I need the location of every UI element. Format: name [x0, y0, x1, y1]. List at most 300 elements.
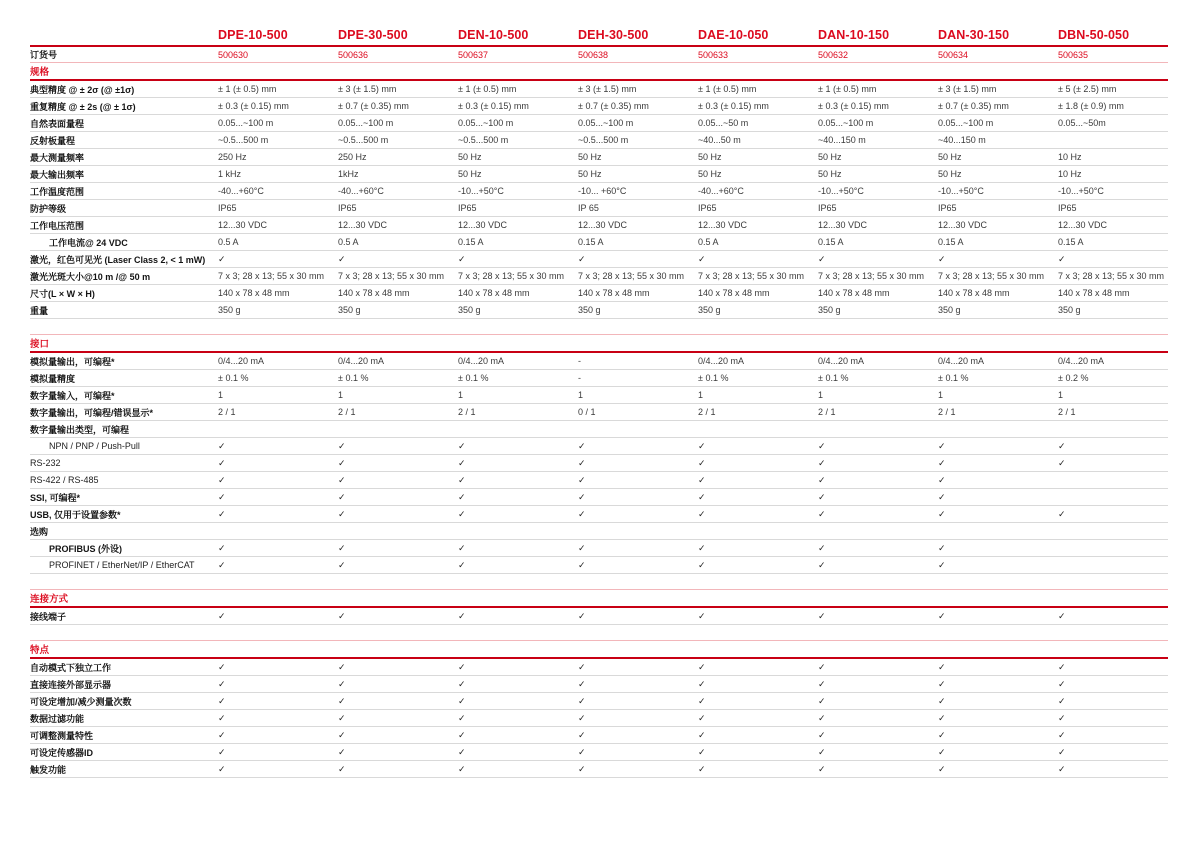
- check-mark: ✓: [578, 508, 586, 519]
- spec-table: [30, 24, 1168, 778]
- table-row: [30, 744, 1168, 761]
- check-mark: ✓: [218, 559, 226, 570]
- cell-value: 250 Hz: [338, 152, 367, 162]
- cell-value: 12...30 VDC: [578, 220, 628, 230]
- check-mark: ✓: [578, 678, 586, 689]
- cell-value: IP65: [818, 203, 837, 213]
- cell-value: -: [578, 373, 581, 383]
- order-number: 500632: [818, 49, 849, 60]
- table-row: [30, 523, 1168, 540]
- check-mark: ✓: [938, 253, 946, 264]
- cell-value: 50 Hz: [698, 152, 722, 162]
- check-mark: ✓: [218, 542, 226, 553]
- check-mark: ✓: [818, 474, 826, 485]
- table-row: [30, 166, 1168, 183]
- row-label: 典型精度 @ ± 2σ (@ ±1σ): [30, 84, 135, 95]
- table-row: [30, 455, 1168, 472]
- cell-value: -10...+50°C: [938, 186, 984, 196]
- check-mark: ✓: [458, 661, 466, 672]
- cell-value: 140 x 78 x 48 mm: [698, 288, 770, 298]
- cell-value: ~40...150 m: [938, 135, 986, 145]
- cell-value: 0/4...20 mA: [458, 356, 505, 366]
- table-row: [30, 557, 1168, 574]
- check-mark: ✓: [578, 746, 586, 757]
- cell-value: 7 x 3; 28 x 13; 55 x 30 mm: [338, 271, 445, 281]
- check-mark: ✓: [818, 457, 826, 468]
- order-number: 500634: [938, 49, 969, 60]
- check-mark: ✓: [578, 559, 586, 570]
- cell-value: 0/4...20 mA: [338, 356, 385, 366]
- cell-value: IP65: [698, 203, 717, 213]
- cell-value: 350 g: [818, 305, 841, 315]
- check-mark: ✓: [698, 508, 706, 519]
- table-row: [30, 370, 1168, 387]
- cell-value: ± 0.3 (± 0.15) mm: [218, 101, 289, 111]
- order-number: 500633: [698, 49, 729, 60]
- check-mark: ✓: [698, 678, 706, 689]
- row-label: 直接连接外部显示器: [30, 679, 112, 690]
- row-label: 接线端子: [30, 611, 67, 622]
- cell-value: IP65: [1058, 203, 1077, 213]
- check-mark: ✓: [218, 695, 226, 706]
- row-label: 防护等级: [30, 203, 67, 214]
- check-mark: ✓: [578, 542, 586, 553]
- check-mark: ✓: [938, 695, 946, 706]
- cell-value: 250 Hz: [218, 152, 247, 162]
- section-header: [30, 334, 1168, 353]
- cell-value: -40...+60°C: [698, 186, 744, 196]
- row-label: 重量: [30, 305, 49, 316]
- check-mark: ✓: [578, 457, 586, 468]
- cell-value: IP 65: [578, 203, 599, 213]
- check-mark: ✓: [218, 491, 226, 502]
- check-mark: ✓: [938, 661, 946, 672]
- check-mark: ✓: [218, 678, 226, 689]
- check-mark: ✓: [458, 763, 466, 774]
- check-mark: ✓: [698, 440, 706, 451]
- table-row: [30, 761, 1168, 778]
- row-label: 数字量输出，可编程/错误显示*: [30, 407, 154, 418]
- check-mark: ✓: [818, 253, 826, 264]
- cell-value: 50 Hz: [698, 169, 722, 179]
- check-mark: ✓: [1058, 457, 1066, 468]
- cell-value: -: [578, 356, 581, 366]
- check-mark: ✓: [938, 559, 946, 570]
- check-mark: ✓: [578, 253, 586, 264]
- check-mark: ✓: [938, 610, 946, 621]
- cell-value: 50 Hz: [938, 152, 962, 162]
- cell-value: 140 x 78 x 48 mm: [338, 288, 410, 298]
- check-mark: ✓: [338, 661, 346, 672]
- cell-value: IP65: [938, 203, 957, 213]
- check-mark: ✓: [818, 729, 826, 740]
- cell-value: 50 Hz: [818, 169, 842, 179]
- check-mark: ✓: [338, 474, 346, 485]
- section-title: 连接方式: [30, 594, 69, 605]
- section-gap: [30, 319, 1168, 334]
- table-row: [30, 387, 1168, 404]
- row-label: USB, 仅用于设置参数*: [30, 509, 121, 520]
- check-mark: ✓: [458, 712, 466, 723]
- cell-value: 7 x 3; 28 x 13; 55 x 30 mm: [1058, 271, 1165, 281]
- check-mark: ✓: [1058, 508, 1066, 519]
- cell-value: ± 0.1 %: [458, 373, 489, 383]
- cell-value: 50 Hz: [458, 152, 482, 162]
- cell-value: 350 g: [338, 305, 361, 315]
- cell-value: ~40...50 m: [698, 135, 741, 145]
- row-label: RS-232: [30, 458, 61, 468]
- cell-value: 350 g: [1058, 305, 1081, 315]
- cell-value: ± 0.7 (± 0.35) mm: [338, 101, 409, 111]
- check-mark: ✓: [578, 661, 586, 672]
- check-mark: ✓: [698, 474, 706, 485]
- row-label: 数字量输入，可编程*: [30, 390, 115, 401]
- cell-value: ± 0.1 %: [338, 373, 369, 383]
- check-mark: ✓: [218, 763, 226, 774]
- row-label: 数据过滤功能: [30, 713, 85, 724]
- section-title: 规格: [30, 67, 50, 78]
- cell-value: 7 x 3; 28 x 13; 55 x 30 mm: [818, 271, 925, 281]
- product-column-header: DPE-10-500: [218, 28, 288, 42]
- row-label: 工作温度范围: [30, 186, 85, 197]
- check-mark: ✓: [818, 491, 826, 502]
- row-label: 激光光斑大小@10 m /@ 50 m: [30, 271, 151, 282]
- check-mark: ✓: [818, 661, 826, 672]
- cell-value: 50 Hz: [818, 152, 842, 162]
- check-mark: ✓: [1058, 746, 1066, 757]
- check-mark: ✓: [698, 729, 706, 740]
- cell-value: 0.15 A: [458, 237, 484, 247]
- check-mark: ✓: [578, 610, 586, 621]
- check-mark: ✓: [818, 763, 826, 774]
- cell-value: 7 x 3; 28 x 13; 55 x 30 mm: [578, 271, 685, 281]
- cell-value: 50 Hz: [578, 169, 602, 179]
- row-label: 模拟量输出，可编程*: [30, 356, 115, 367]
- row-label: 反射板量程: [30, 135, 76, 146]
- check-mark: ✓: [1058, 610, 1066, 621]
- table-row: [30, 268, 1168, 285]
- check-mark: ✓: [938, 678, 946, 689]
- cell-value: 0/4...20 mA: [1058, 356, 1105, 366]
- check-mark: ✓: [338, 542, 346, 553]
- cell-value: 0.5 A: [338, 237, 359, 247]
- product-column-header: DEH-30-500: [578, 28, 649, 42]
- check-mark: ✓: [218, 661, 226, 672]
- cell-value: 0.05...~100 m: [218, 118, 274, 128]
- check-mark: ✓: [338, 712, 346, 723]
- cell-value: 12...30 VDC: [1058, 220, 1108, 230]
- cell-value: -10...+50°C: [1058, 186, 1104, 196]
- cell-value: 1: [1058, 390, 1064, 400]
- cell-value: 0.05...~50m: [1058, 118, 1106, 128]
- cell-value: 12...30 VDC: [338, 220, 388, 230]
- check-mark: ✓: [578, 440, 586, 451]
- cell-value: 350 g: [218, 305, 241, 315]
- cell-value: ~0.5...500 m: [578, 135, 629, 145]
- check-mark: ✓: [938, 457, 946, 468]
- check-mark: ✓: [698, 491, 706, 502]
- section-header: [30, 62, 1168, 81]
- product-header-row: [30, 24, 1168, 47]
- row-label: 最大测量频率: [30, 152, 85, 163]
- check-mark: ✓: [218, 474, 226, 485]
- cell-value: 1 kHz: [218, 169, 242, 179]
- check-mark: ✓: [218, 712, 226, 723]
- cell-value: 140 x 78 x 48 mm: [1058, 288, 1130, 298]
- cell-value: ± 5 (± 2.5) mm: [1058, 84, 1117, 94]
- cell-value: 1: [218, 390, 224, 400]
- cell-value: -40...+60°C: [218, 186, 264, 196]
- check-mark: ✓: [218, 610, 226, 621]
- cell-value: 0.05...~100 m: [938, 118, 994, 128]
- section-header: [30, 640, 1168, 659]
- cell-value: 2 / 1: [458, 407, 476, 417]
- check-mark: ✓: [698, 746, 706, 757]
- cell-value: IP65: [218, 203, 237, 213]
- check-mark: ✓: [338, 678, 346, 689]
- cell-value: 350 g: [938, 305, 961, 315]
- table-row: [30, 506, 1168, 523]
- check-mark: ✓: [938, 491, 946, 502]
- cell-value: 7 x 3; 28 x 13; 55 x 30 mm: [938, 271, 1045, 281]
- cell-value: ± 0.3 (± 0.15) mm: [818, 101, 889, 111]
- row-label: 选购: [30, 526, 49, 537]
- cell-value: 50 Hz: [458, 169, 482, 179]
- cell-value: ~40...150 m: [818, 135, 866, 145]
- table-row: [30, 98, 1168, 115]
- cell-value: ± 1 (± 0.5) mm: [458, 84, 517, 94]
- product-column-header: DAE-10-050: [698, 28, 769, 42]
- cell-value: 0.15 A: [1058, 237, 1084, 247]
- cell-value: ± 0.3 (± 0.15) mm: [458, 101, 529, 111]
- order-number: 500630: [218, 49, 249, 60]
- cell-value: ± 3 (± 1.5) mm: [938, 84, 997, 94]
- product-column-header: DBN-50-050: [1058, 28, 1130, 42]
- cell-value: 12...30 VDC: [938, 220, 988, 230]
- cell-value: 140 x 78 x 48 mm: [578, 288, 650, 298]
- cell-value: 12...30 VDC: [218, 220, 268, 230]
- row-label: 最大输出频率: [30, 169, 85, 180]
- product-column-header: DAN-30-150: [938, 28, 1010, 42]
- cell-value: 12...30 VDC: [698, 220, 748, 230]
- section-gap: [30, 574, 1168, 589]
- check-mark: ✓: [698, 542, 706, 553]
- check-mark: ✓: [578, 695, 586, 706]
- table-row: [30, 81, 1168, 98]
- order-number-row: [30, 47, 1168, 62]
- cell-value: 1: [458, 390, 464, 400]
- cell-value: 0.15 A: [938, 237, 964, 247]
- check-mark: ✓: [578, 712, 586, 723]
- table-row: [30, 659, 1168, 676]
- check-mark: ✓: [698, 661, 706, 672]
- check-mark: ✓: [1058, 440, 1066, 451]
- cell-value: 2 / 1: [938, 407, 956, 417]
- cell-value: ~0.5...500 m: [218, 135, 269, 145]
- table-row: [30, 183, 1168, 200]
- row-label: 激光，红色可见光 (Laser Class 2, < 1 mW): [30, 254, 206, 265]
- section-title: 接口: [30, 339, 50, 350]
- cell-value: 50 Hz: [938, 169, 962, 179]
- row-label: SSI, 可编程*: [30, 492, 81, 503]
- check-mark: ✓: [698, 457, 706, 468]
- cell-value: 50 Hz: [578, 152, 602, 162]
- check-mark: ✓: [338, 508, 346, 519]
- row-label: 自然表面量程: [30, 118, 85, 129]
- check-mark: ✓: [338, 253, 346, 264]
- cell-value: 0.15 A: [578, 237, 604, 247]
- cell-value: 140 x 78 x 48 mm: [818, 288, 890, 298]
- cell-value: ~0.5...500 m: [458, 135, 509, 145]
- cell-value: 0.05...~100 m: [818, 118, 874, 128]
- row-label: NPN / PNP / Push-Pull: [49, 441, 140, 451]
- section-title: 特点: [30, 645, 50, 656]
- check-mark: ✓: [938, 440, 946, 451]
- check-mark: ✓: [1058, 763, 1066, 774]
- cell-value: 2 / 1: [698, 407, 716, 417]
- check-mark: ✓: [1058, 661, 1066, 672]
- table-row: [30, 421, 1168, 438]
- check-mark: ✓: [458, 746, 466, 757]
- check-mark: ✓: [218, 253, 226, 264]
- cell-value: ± 1 (± 0.5) mm: [698, 84, 757, 94]
- check-mark: ✓: [218, 440, 226, 451]
- row-label: RS-422 / RS-485: [30, 475, 99, 485]
- cell-value: 1kHz: [338, 169, 359, 179]
- check-mark: ✓: [458, 610, 466, 621]
- cell-value: 140 x 78 x 48 mm: [938, 288, 1010, 298]
- table-row: [30, 200, 1168, 217]
- cell-value: 0/4...20 mA: [698, 356, 745, 366]
- check-mark: ✓: [818, 542, 826, 553]
- check-mark: ✓: [698, 763, 706, 774]
- table-row: [30, 489, 1168, 506]
- cell-value: -10... +60°C: [578, 186, 627, 196]
- cell-value: 7 x 3; 28 x 13; 55 x 30 mm: [698, 271, 805, 281]
- table-row: [30, 132, 1168, 149]
- table-row: [30, 234, 1168, 251]
- check-mark: ✓: [818, 746, 826, 757]
- cell-value: IP65: [458, 203, 477, 213]
- cell-value: 0/4...20 mA: [218, 356, 265, 366]
- check-mark: ✓: [938, 729, 946, 740]
- table-row: [30, 115, 1168, 132]
- cell-value: 0/4...20 mA: [818, 356, 865, 366]
- cell-value: 2 / 1: [218, 407, 236, 417]
- table-row: [30, 693, 1168, 710]
- check-mark: ✓: [458, 559, 466, 570]
- order-row-label: 订货号: [30, 50, 58, 60]
- cell-value: 2 / 1: [1058, 407, 1076, 417]
- section-gap: [30, 625, 1168, 640]
- row-label: 工作电压范围: [30, 220, 85, 231]
- check-mark: ✓: [578, 729, 586, 740]
- cell-value: 10 Hz: [1058, 152, 1082, 162]
- check-mark: ✓: [338, 491, 346, 502]
- check-mark: ✓: [458, 729, 466, 740]
- check-mark: ✓: [338, 729, 346, 740]
- cell-value: 0.5 A: [218, 237, 239, 247]
- check-mark: ✓: [938, 746, 946, 757]
- check-mark: ✓: [818, 508, 826, 519]
- check-mark: ✓: [698, 253, 706, 264]
- check-mark: ✓: [458, 695, 466, 706]
- cell-value: ± 0.1 %: [698, 373, 729, 383]
- table-row: [30, 676, 1168, 693]
- check-mark: ✓: [338, 746, 346, 757]
- check-mark: ✓: [338, 559, 346, 570]
- row-label: PROFINET / EtherNet/IP / EtherCAT: [49, 560, 195, 570]
- row-label: 重复精度 @ ± 2s (@ ± 1σ): [30, 101, 136, 112]
- check-mark: ✓: [338, 440, 346, 451]
- table-row: [30, 727, 1168, 744]
- cell-value: ± 0.1 %: [938, 373, 969, 383]
- check-mark: ✓: [338, 763, 346, 774]
- cell-value: 140 x 78 x 48 mm: [458, 288, 530, 298]
- order-number: 500635: [1058, 49, 1089, 60]
- cell-value: 0.15 A: [818, 237, 844, 247]
- check-mark: ✓: [218, 729, 226, 740]
- table-row: [30, 710, 1168, 727]
- cell-value: 2 / 1: [818, 407, 836, 417]
- row-label: 自动模式下独立工作: [30, 662, 112, 673]
- check-mark: ✓: [458, 542, 466, 553]
- check-mark: ✓: [698, 559, 706, 570]
- table-row: [30, 217, 1168, 234]
- table-row: [30, 251, 1168, 268]
- check-mark: ✓: [458, 491, 466, 502]
- cell-value: 1: [818, 390, 824, 400]
- check-mark: ✓: [818, 695, 826, 706]
- cell-value: -10...+50°C: [818, 186, 864, 196]
- cell-value: 1: [338, 390, 344, 400]
- check-mark: ✓: [578, 474, 586, 485]
- cell-value: 2 / 1: [338, 407, 356, 417]
- check-mark: ✓: [1058, 253, 1066, 264]
- check-mark: ✓: [938, 763, 946, 774]
- table-row: [30, 285, 1168, 302]
- check-mark: ✓: [578, 491, 586, 502]
- check-mark: ✓: [818, 712, 826, 723]
- check-mark: ✓: [1058, 712, 1066, 723]
- table-row: [30, 608, 1168, 625]
- check-mark: ✓: [338, 695, 346, 706]
- cell-value: 0 / 1: [578, 407, 596, 417]
- check-mark: ✓: [218, 746, 226, 757]
- cell-value: 0.05...~100 m: [578, 118, 634, 128]
- check-mark: ✓: [338, 610, 346, 621]
- cell-value: ± 3 (± 1.5) mm: [578, 84, 637, 94]
- cell-value: ± 0.1 %: [218, 373, 249, 383]
- cell-value: -40...+60°C: [338, 186, 384, 196]
- row-label: 数字量输出类型，可编程: [30, 424, 130, 435]
- cell-value: 1: [698, 390, 704, 400]
- product-column-header: DEN-10-500: [458, 28, 529, 42]
- check-mark: ✓: [1058, 678, 1066, 689]
- cell-value: 0.05...~50 m: [698, 118, 749, 128]
- check-mark: ✓: [698, 712, 706, 723]
- cell-value: 12...30 VDC: [458, 220, 508, 230]
- table-row: [30, 438, 1168, 455]
- table-row: [30, 472, 1168, 489]
- order-number: 500636: [338, 49, 369, 60]
- table-row: [30, 302, 1168, 319]
- cell-value: 7 x 3; 28 x 13; 55 x 30 mm: [218, 271, 325, 281]
- row-label: 工作电流@ 24 VDC: [49, 237, 128, 248]
- order-number: 500638: [578, 49, 609, 60]
- check-mark: ✓: [698, 695, 706, 706]
- cell-value: ~0.5...500 m: [338, 135, 389, 145]
